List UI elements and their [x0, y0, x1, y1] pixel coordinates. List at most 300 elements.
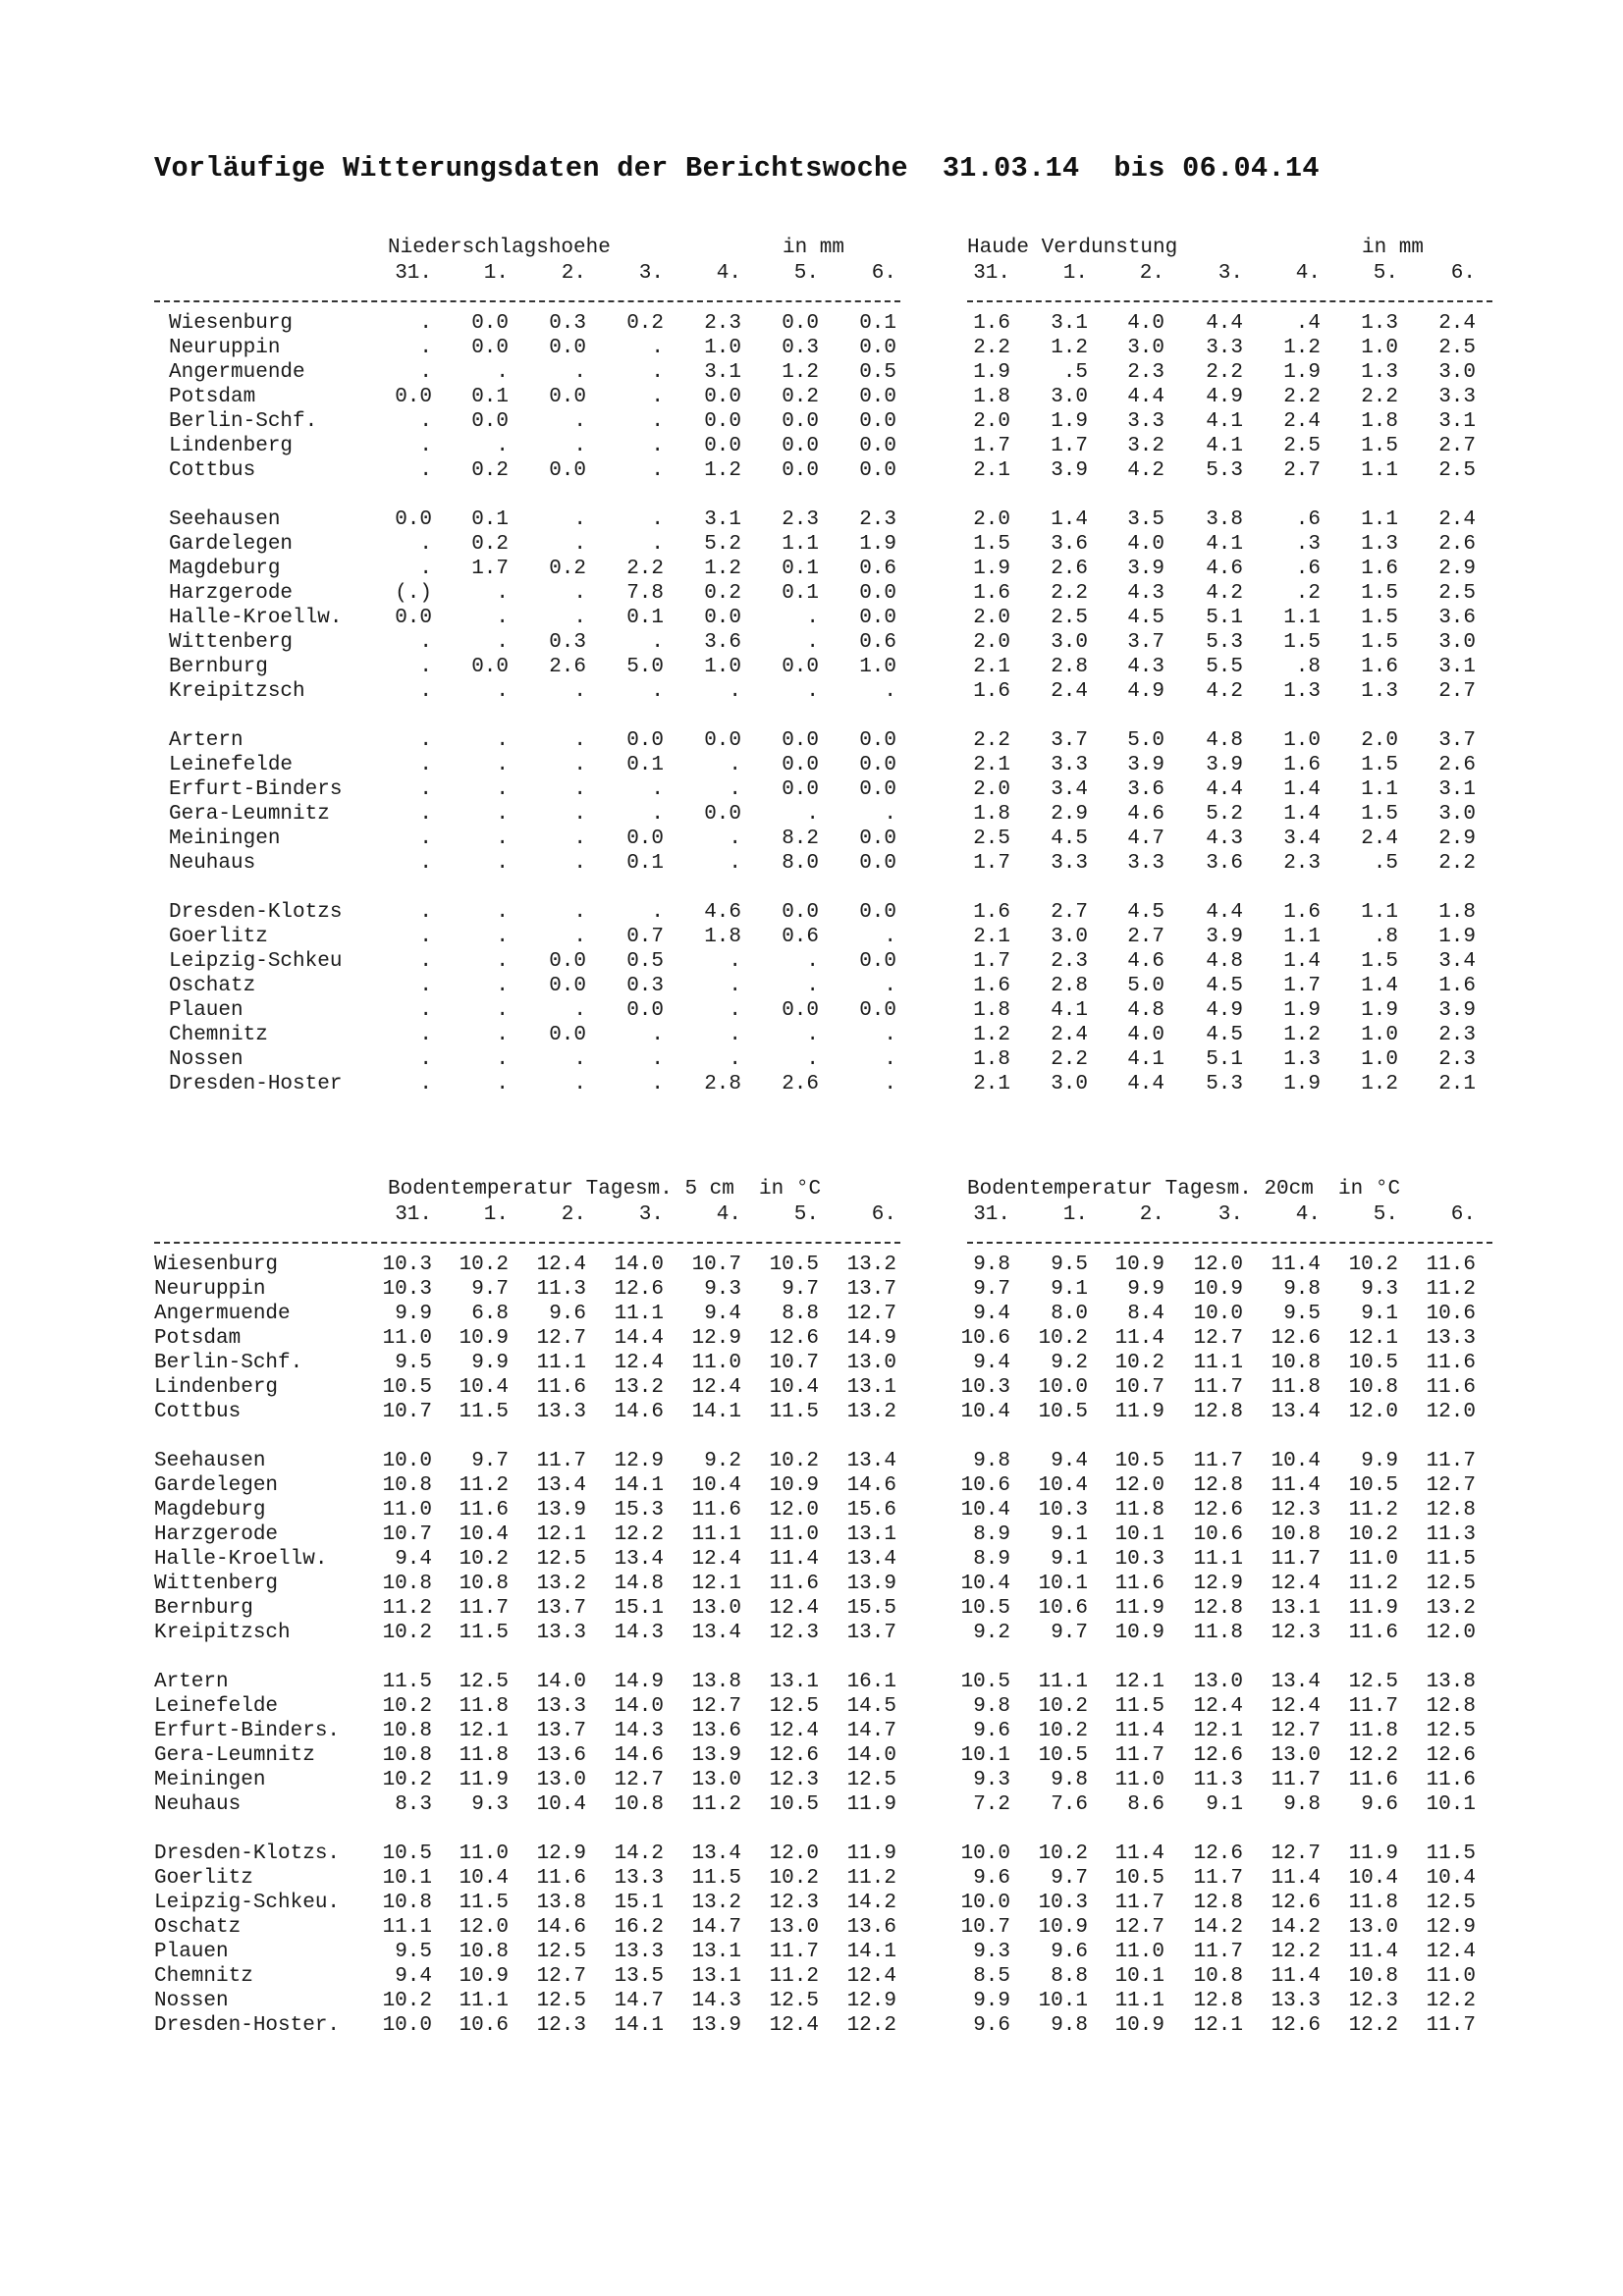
value-cell: 11.7 — [769, 1941, 819, 1963]
value-cell: 3.3 — [1206, 337, 1243, 359]
value-cell: 0.3 — [626, 975, 664, 997]
station-name: Kreipitzsch — [169, 680, 305, 703]
value-cell: 4.5 — [1206, 975, 1243, 997]
value-cell: 2.0 — [1361, 729, 1398, 752]
value-cell: 3.6 — [704, 631, 741, 654]
value-cell: 3.9 — [1051, 459, 1088, 482]
value-cell: 0.3 — [549, 312, 586, 335]
value-cell: 12.7 — [1271, 1842, 1321, 1865]
value-cell: 1.6 — [973, 901, 1010, 924]
value-cell: 0.2 — [549, 558, 586, 580]
value-cell: 11.4 — [1271, 1254, 1321, 1276]
day-header: 5. — [1373, 1203, 1398, 1226]
value-cell: 13.8 — [536, 1892, 586, 1914]
value-cell: . — [573, 901, 586, 924]
value-cell: 11.9 — [846, 1842, 896, 1865]
value-cell: 9.4 — [395, 1965, 432, 1988]
value-cell: 1.9 — [1438, 926, 1476, 948]
station-name: Wittenberg — [154, 1573, 279, 1595]
value-cell: 4.6 — [704, 901, 741, 924]
value-cell: 0.1 — [859, 312, 896, 335]
value-cell: 2.9 — [1438, 558, 1476, 580]
value-cell: 1.4 — [1051, 508, 1088, 531]
value-cell: . — [806, 607, 819, 629]
value-cell: 9.9 — [973, 1990, 1010, 2012]
value-cell: 2.5 — [1283, 435, 1321, 457]
value-cell: 13.2 — [1426, 1597, 1476, 1620]
value-cell: 5.3 — [1206, 631, 1243, 654]
value-cell: 0.0 — [549, 1024, 586, 1046]
value-cell: 3.1 — [1438, 778, 1476, 801]
value-cell: 10.8 — [382, 1892, 432, 1914]
value-cell: . — [496, 999, 509, 1022]
value-cell: 1.8 — [973, 803, 1010, 826]
value-cell: 2.5 — [1438, 459, 1476, 482]
value-cell: 4.6 — [1206, 558, 1243, 580]
value-cell: 1.2 — [973, 1024, 1010, 1046]
value-cell: 2.7 — [1127, 926, 1164, 948]
value-cell: . — [729, 828, 741, 850]
value-cell: 13.0 — [769, 1916, 819, 1939]
value-cell: 12.4 — [846, 1965, 896, 1988]
value-cell: 0.1 — [782, 558, 819, 580]
value-cell: 10.7 — [769, 1352, 819, 1374]
value-cell: 13.2 — [846, 1401, 896, 1423]
value-cell: 8.5 — [973, 1965, 1010, 1988]
value-cell: 2.1 — [973, 656, 1010, 678]
value-cell: 14.3 — [614, 1720, 664, 1742]
value-cell: 11.7 — [459, 1597, 509, 1620]
value-cell: 3.0 — [1051, 631, 1088, 654]
value-cell: 0.1 — [471, 386, 509, 408]
value-cell: . — [419, 459, 432, 482]
value-cell: 13.0 — [691, 1597, 741, 1620]
value-cell: 0.1 — [782, 582, 819, 605]
day-header: 3. — [1217, 1203, 1243, 1226]
value-cell: 10.5 — [1038, 1401, 1088, 1423]
value-cell: 3.3 — [1051, 754, 1088, 776]
value-cell: 3.7 — [1127, 631, 1164, 654]
value-cell: 10.9 — [1114, 1254, 1164, 1276]
value-cell: 8.4 — [1127, 1303, 1164, 1325]
value-cell: 1.1 — [1361, 778, 1398, 801]
value-cell: 11.5 — [459, 1622, 509, 1644]
value-cell: 5.0 — [1127, 975, 1164, 997]
value-cell: . — [651, 1024, 664, 1046]
value-cell: 15.3 — [614, 1499, 664, 1522]
value-cell: 0.0 — [859, 729, 896, 752]
value-cell: 10.8 — [1271, 1523, 1321, 1546]
value-cell: . — [496, 1048, 509, 1071]
value-cell: 14.0 — [536, 1671, 586, 1693]
value-cell: 4.3 — [1127, 656, 1164, 678]
value-cell: 12.6 — [1426, 1744, 1476, 1767]
value-cell: 0.0 — [395, 607, 432, 629]
value-cell: 11.7 — [1193, 1450, 1243, 1472]
value-cell: 12.1 — [1193, 2014, 1243, 2037]
value-cell: . — [496, 754, 509, 776]
value-cell: 1.3 — [1361, 312, 1398, 335]
value-cell: 2.1 — [1438, 1073, 1476, 1095]
value-cell: .3 — [1295, 533, 1321, 556]
value-cell: 14.0 — [846, 1744, 896, 1767]
station-name: Dresden-Klotzs — [169, 901, 343, 924]
station-name: Gera-Leumnitz — [169, 803, 330, 826]
value-cell: 1.3 — [1361, 680, 1398, 703]
value-cell: 1.0 — [1361, 1024, 1398, 1046]
value-cell: 10.9 — [1114, 2014, 1164, 2037]
value-cell: 5.5 — [1206, 656, 1243, 678]
value-cell: 10.3 — [960, 1376, 1010, 1399]
value-cell: . — [884, 1024, 896, 1046]
value-cell: . — [419, 778, 432, 801]
value-cell: 9.4 — [973, 1352, 1010, 1374]
station-name: Seehausen — [169, 508, 281, 531]
value-cell: 0.0 — [549, 386, 586, 408]
value-cell: 1.6 — [1283, 754, 1321, 776]
value-cell: 3.1 — [704, 361, 741, 384]
value-cell: 10.6 — [459, 2014, 509, 2037]
value-cell: 10.4 — [769, 1376, 819, 1399]
value-cell: 0.0 — [782, 999, 819, 1022]
value-cell: 0.2 — [471, 459, 509, 482]
value-cell: 2.3 — [1127, 361, 1164, 384]
value-cell: 4.9 — [1206, 999, 1243, 1022]
station-name: Bernburg — [169, 656, 268, 678]
value-cell: . — [884, 1073, 896, 1095]
value-cell: 2.5 — [1438, 582, 1476, 605]
station-name: Leinefelde — [169, 754, 294, 776]
value-cell: 1.1 — [1361, 459, 1398, 482]
value-cell: 12.6 — [1271, 2014, 1321, 2037]
value-cell: 0.0 — [704, 729, 741, 752]
value-cell: 3.1 — [1438, 410, 1476, 433]
value-cell: 14.9 — [614, 1671, 664, 1693]
value-cell: .4 — [1295, 312, 1321, 335]
day-header: 31. — [395, 1203, 432, 1226]
value-cell: 11.1 — [1038, 1671, 1088, 1693]
value-cell: 10.0 — [382, 1450, 432, 1472]
value-cell: 4.5 — [1127, 607, 1164, 629]
value-cell: 14.6 — [846, 1474, 896, 1497]
station-name: Erfurt-Binders. — [154, 1720, 341, 1742]
value-cell: 5.0 — [1127, 729, 1164, 752]
value-cell: 0.0 — [704, 410, 741, 433]
value-cell: 3.9 — [1206, 926, 1243, 948]
value-cell: 1.4 — [1361, 975, 1398, 997]
value-cell: 4.6 — [1127, 950, 1164, 973]
value-cell: 14.5 — [846, 1695, 896, 1718]
value-cell: 11.2 — [459, 1474, 509, 1497]
value-cell: 7.6 — [1051, 1793, 1088, 1816]
value-cell: 10.8 — [382, 1720, 432, 1742]
value-cell: 10.2 — [1348, 1523, 1398, 1546]
value-cell: 11.2 — [1348, 1499, 1398, 1522]
value-cell: 0.0 — [859, 852, 896, 875]
value-cell: 2.2 — [1051, 1048, 1088, 1071]
value-cell: 2.6 — [782, 1073, 819, 1095]
value-cell: 1.2 — [782, 361, 819, 384]
value-cell: . — [573, 729, 586, 752]
value-cell: 0.3 — [549, 631, 586, 654]
value-cell: . — [884, 803, 896, 826]
value-cell: 13.3 — [536, 1622, 586, 1644]
value-cell: 13.0 — [536, 1769, 586, 1791]
value-cell: 5.0 — [626, 656, 664, 678]
value-cell: . — [573, 999, 586, 1022]
value-cell: 1.6 — [973, 582, 1010, 605]
value-cell: 11.1 — [691, 1523, 741, 1546]
value-cell: 10.4 — [459, 1376, 509, 1399]
value-cell: 12.9 — [1426, 1916, 1476, 1939]
value-cell: 1.3 — [1283, 1048, 1321, 1071]
value-cell: 1.7 — [471, 558, 509, 580]
value-cell: 11.4 — [1271, 1965, 1321, 1988]
value-cell: 3.0 — [1438, 631, 1476, 654]
value-cell: 6.8 — [471, 1303, 509, 1325]
value-cell: 10.7 — [691, 1254, 741, 1276]
value-cell: 3.9 — [1438, 999, 1476, 1022]
value-cell: 0.6 — [782, 926, 819, 948]
value-cell: 10.5 — [1348, 1352, 1398, 1374]
value-cell: 13.4 — [691, 1622, 741, 1644]
value-cell: 2.7 — [1283, 459, 1321, 482]
value-cell: 14.1 — [614, 1474, 664, 1497]
value-cell: 14.3 — [614, 1622, 664, 1644]
station-name: Wittenberg — [169, 631, 294, 654]
value-cell: 12.6 — [1271, 1327, 1321, 1350]
value-cell: 10.9 — [769, 1474, 819, 1497]
value-cell: 12.2 — [1271, 1941, 1321, 1963]
value-cell: 11.6 — [1348, 1769, 1398, 1791]
value-cell: 1.8 — [704, 926, 741, 948]
value-cell: 9.8 — [973, 1450, 1010, 1472]
value-cell: 12.1 — [536, 1523, 586, 1546]
value-cell: 0.0 — [859, 901, 896, 924]
value-cell: 0.1 — [626, 852, 664, 875]
value-cell: . — [419, 435, 432, 457]
value-cell: 10.4 — [1038, 1474, 1088, 1497]
value-cell: . — [651, 680, 664, 703]
day-header: 1. — [483, 1203, 509, 1226]
value-cell: 9.3 — [973, 1941, 1010, 1963]
value-cell: 3.0 — [1051, 926, 1088, 948]
value-cell: 0.2 — [626, 312, 664, 335]
value-cell: 1.6 — [1438, 975, 1476, 997]
value-cell: 9.8 — [1051, 2014, 1088, 2037]
station-name: Halle-Kroellw. — [169, 607, 343, 629]
value-cell: . — [884, 1048, 896, 1071]
value-cell: 12.5 — [769, 1695, 819, 1718]
value-cell: 10.1 — [1038, 1990, 1088, 2012]
value-cell: 0.0 — [859, 950, 896, 973]
value-cell: 9.7 — [782, 1278, 819, 1301]
value-cell: 14.0 — [614, 1254, 664, 1276]
station-name: Wiesenburg — [154, 1254, 279, 1276]
value-cell: 0.5 — [859, 361, 896, 384]
value-cell: 16.1 — [846, 1671, 896, 1693]
day-header: 6. — [1450, 1203, 1476, 1226]
value-cell: 1.5 — [1361, 435, 1398, 457]
value-cell: 14.2 — [846, 1892, 896, 1914]
value-cell: 3.7 — [1438, 729, 1476, 752]
value-cell: 0.0 — [471, 656, 509, 678]
value-cell: 4.8 — [1206, 950, 1243, 973]
value-cell: 11.2 — [1348, 1573, 1398, 1595]
value-cell: 2.8 — [1051, 656, 1088, 678]
value-cell: 10.7 — [960, 1916, 1010, 1939]
value-cell: . — [419, 999, 432, 1022]
value-cell: 13.2 — [846, 1254, 896, 1276]
value-cell: 10.3 — [382, 1278, 432, 1301]
value-cell: 11.5 — [691, 1867, 741, 1890]
value-cell: 1.5 — [1361, 754, 1398, 776]
value-cell: 0.0 — [782, 729, 819, 752]
value-cell: 3.3 — [1438, 386, 1476, 408]
value-cell: 12.7 — [846, 1303, 896, 1325]
value-cell: 3.0 — [1438, 803, 1476, 826]
station-name: Artern — [169, 729, 243, 752]
value-cell: 3.9 — [1206, 754, 1243, 776]
report-title: Vorläufige Witterungsdaten der Berichtswoche 31.03.14 bis 06.04.14 — [154, 152, 1320, 185]
value-cell: . — [651, 337, 664, 359]
value-cell: 12.0 — [769, 1842, 819, 1865]
value-cell: 10.5 — [1114, 1867, 1164, 1890]
value-cell: 1.5 — [973, 533, 1010, 556]
value-cell: 10.6 — [960, 1474, 1010, 1497]
value-cell: 0.0 — [395, 508, 432, 531]
value-cell: 3.2 — [1127, 435, 1164, 457]
value-cell: 10.1 — [1426, 1793, 1476, 1816]
value-cell: . — [496, 1024, 509, 1046]
value-cell: 12.4 — [769, 1597, 819, 1620]
station-name: Angermuende — [154, 1303, 291, 1325]
value-cell: 1.7 — [973, 435, 1010, 457]
value-cell: . — [419, 926, 432, 948]
value-cell: 11.1 — [614, 1303, 664, 1325]
value-cell: 9.6 — [1361, 1793, 1398, 1816]
value-cell: 9.6 — [1051, 1941, 1088, 1963]
value-cell: . — [651, 508, 664, 531]
value-cell: 11.4 — [1114, 1720, 1164, 1742]
value-cell: . — [419, 901, 432, 924]
value-cell: 2.4 — [1438, 508, 1476, 531]
value-cell: 2.8 — [704, 1073, 741, 1095]
value-cell: 1.0 — [859, 656, 896, 678]
value-cell: 0.1 — [626, 607, 664, 629]
value-cell: 10.4 — [960, 1499, 1010, 1522]
value-cell: 14.2 — [1193, 1916, 1243, 1939]
day-header: 6. — [871, 1203, 896, 1226]
value-cell: 1.7 — [973, 950, 1010, 973]
value-cell: 11.4 — [1114, 1842, 1164, 1865]
value-cell: 10.9 — [459, 1327, 509, 1350]
value-cell: 12.4 — [1271, 1573, 1321, 1595]
value-cell: 3.6 — [1206, 852, 1243, 875]
value-cell: 1.2 — [1283, 337, 1321, 359]
value-cell: . — [496, 729, 509, 752]
value-cell: 1.5 — [1361, 631, 1398, 654]
value-cell: 9.8 — [973, 1254, 1010, 1276]
value-cell: 2.2 — [973, 337, 1010, 359]
value-cell: 0.0 — [782, 410, 819, 433]
station-name: Harzgerode — [154, 1523, 279, 1546]
value-cell: 10.2 — [1348, 1254, 1398, 1276]
value-cell: 1.9 — [1283, 999, 1321, 1022]
value-cell: 5.1 — [1206, 607, 1243, 629]
value-cell: 1.2 — [1361, 1073, 1398, 1095]
value-cell: 2.2 — [1283, 386, 1321, 408]
value-cell: 1.8 — [1361, 410, 1398, 433]
value-cell: 12.4 — [691, 1548, 741, 1571]
value-cell: 3.6 — [1051, 533, 1088, 556]
value-cell: . — [496, 1073, 509, 1095]
value-cell: 4.1 — [1206, 435, 1243, 457]
value-cell: . — [496, 926, 509, 948]
value-cell: 9.9 — [395, 1303, 432, 1325]
value-cell: 14.6 — [614, 1401, 664, 1423]
station-name: Dresden-Hoster — [169, 1073, 343, 1095]
value-cell: 10.1 — [960, 1744, 1010, 1767]
value-cell: 12.7 — [536, 1965, 586, 1988]
value-cell: 13.1 — [846, 1376, 896, 1399]
value-cell: 12.9 — [536, 1842, 586, 1865]
value-cell: 2.3 — [1283, 852, 1321, 875]
value-cell: 3.8 — [1206, 508, 1243, 531]
value-cell: 10.2 — [382, 1990, 432, 2012]
value-cell: 11.5 — [459, 1401, 509, 1423]
value-cell: 10.6 — [1426, 1303, 1476, 1325]
value-cell: 12.7 — [1193, 1327, 1243, 1350]
value-cell: 12.5 — [1426, 1892, 1476, 1914]
value-cell: . — [573, 778, 586, 801]
value-cell: 11.1 — [382, 1916, 432, 1939]
value-cell: 4.0 — [1127, 533, 1164, 556]
value-cell: 0.0 — [859, 459, 896, 482]
value-cell: .6 — [1295, 558, 1321, 580]
value-cell: 12.6 — [769, 1327, 819, 1350]
value-cell: 9.7 — [973, 1278, 1010, 1301]
value-cell: . — [573, 852, 586, 875]
value-cell: 12.5 — [1348, 1671, 1398, 1693]
value-cell: 11.7 — [1114, 1744, 1164, 1767]
value-cell: 11.0 — [691, 1352, 741, 1374]
value-cell: 4.4 — [1206, 778, 1243, 801]
value-cell: 9.3 — [973, 1769, 1010, 1791]
value-cell: 2.5 — [1051, 607, 1088, 629]
value-cell: 10.5 — [382, 1376, 432, 1399]
value-cell: . — [496, 435, 509, 457]
value-cell: 11.7 — [1271, 1548, 1321, 1571]
value-cell: 9.5 — [1283, 1303, 1321, 1325]
value-cell: 11.7 — [1426, 1450, 1476, 1472]
value-cell: . — [573, 435, 586, 457]
value-cell: . — [573, 533, 586, 556]
value-cell: 12.0 — [1426, 1401, 1476, 1423]
value-cell: 10.3 — [1038, 1499, 1088, 1522]
value-cell: 12.0 — [1426, 1622, 1476, 1644]
value-cell: 9.5 — [395, 1352, 432, 1374]
value-cell: 10.2 — [382, 1622, 432, 1644]
value-cell: 12.6 — [1193, 1744, 1243, 1767]
value-cell: 13.4 — [1271, 1671, 1321, 1693]
value-cell: 11.0 — [769, 1523, 819, 1546]
value-cell: 11.6 — [1348, 1622, 1398, 1644]
value-cell: 10.7 — [382, 1401, 432, 1423]
value-cell: 1.5 — [1361, 607, 1398, 629]
station-name: Harzgerode — [169, 582, 294, 605]
value-cell: 12.3 — [1271, 1622, 1321, 1644]
